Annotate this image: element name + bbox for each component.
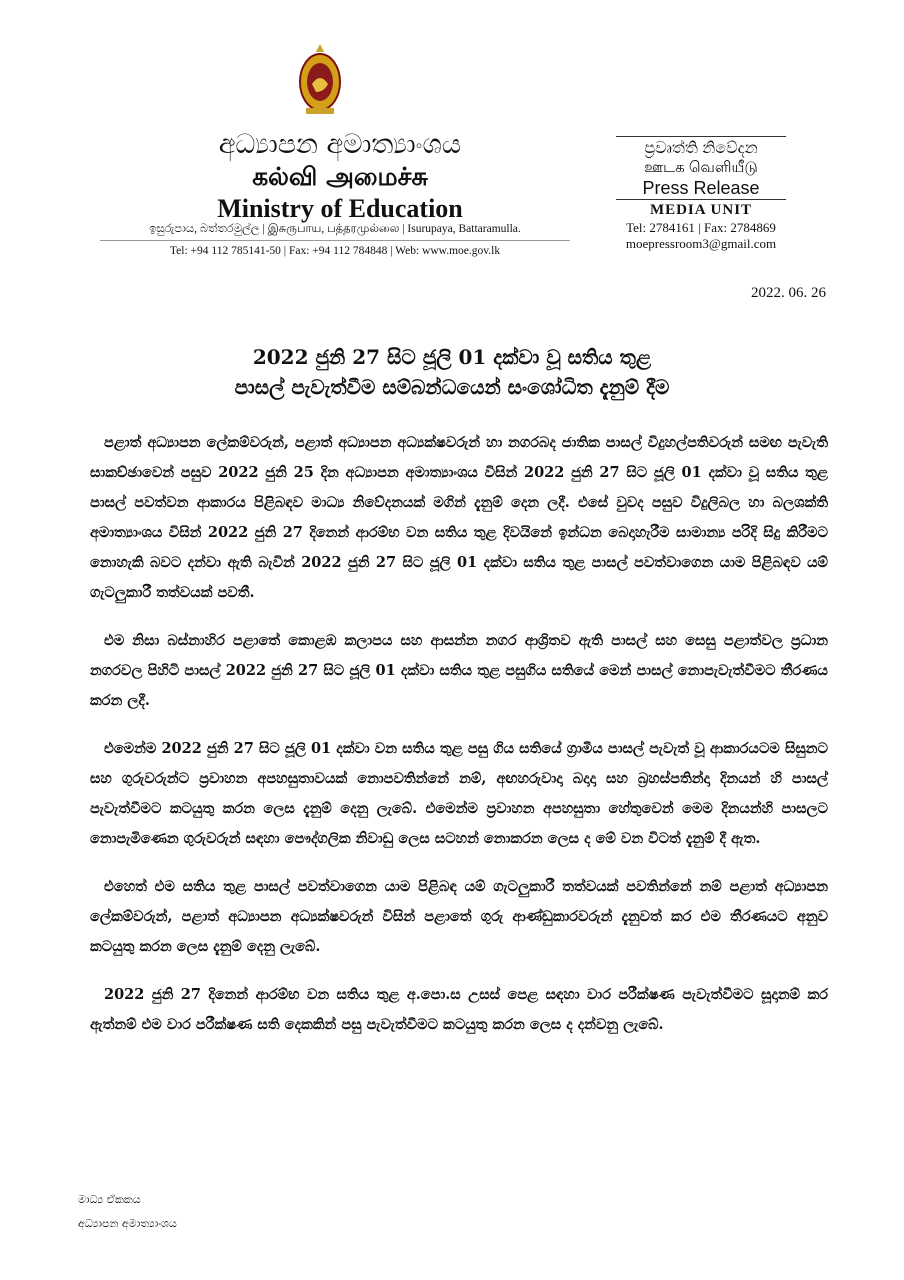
release-date: 2022. 06. 26 <box>751 285 826 301</box>
footer-unit: මාධ්‍ය ඒකකය <box>78 1193 141 1206</box>
media-unit-label: MEDIA UNIT <box>649 202 753 218</box>
title-line-2: පාසල් පැවැත්වීම සම්බන්ධයෙන් සංශෝධිත දැනුම් දීම <box>234 375 670 399</box>
paragraph: එමෙන්ම 2022 ජුනි 27 සිට ජූලි 01 දක්වා වන සතිය තුළ පසු ගිය සතියේ ග්‍රාමීය පාසල් පැවැත් වූ ආකාරයටම සිසුනට සහ ගුරුවරුන්ට ප්‍රවාහන අපහසුතාවයක් නොපවතින්නේ නම්, අඟහරුවාදා බදාදා සහ බ්‍රහස්පතින්දා දිනයන් හි පාසල් පැවැත්වීමට කටයුතු කරන ලෙස දැනුම් දෙනු ලැබේ. එමෙන්ම ප්‍රවාහන අපහසුතා හේතුවෙන් මෙම දිනයන්හි පාසලට නොපැමිණෙන ගුරුවරුන් සඳහා පෞද්ගලික නිවාඩු ලෙස සටහන් නොකරන ලෙස ද මේ වන විටත් දැනුම් දී ඇත. <box>90 740 828 847</box>
media-unit-phone: Tel: 2784161 | Fax: 2784869 <box>626 220 776 235</box>
ministry-name-english: Ministry of Education <box>217 194 463 223</box>
page-title <box>90 342 814 402</box>
press-release-box <box>616 136 786 252</box>
signature-block <box>78 1188 177 1236</box>
paragraph: එහෙත් එම සතිය තුළ පාසල් පවත්වාගෙන යාම පිළිබඳ යම් ගැටලුකාරී තත්වයක් පවතින්නේ නම් පළාත් අධ්‍යාපන ලේකම්වරුන්, පළාත් අධ්‍යාපන අධ්‍යක්ෂවරුන් විසින් පළාතේ ගුරු ආණ්ඩුකාරවරුන් දැනුවත් කර එම තීරණයට අනුව කටයුතු කරන ලෙස දැනුම් දෙනු ලැබේ. <box>90 878 828 955</box>
ministry-name-block <box>110 128 570 226</box>
press-label-english: Press Release <box>616 177 786 200</box>
ministry-address-block <box>100 221 570 260</box>
paragraph: පළාත් අධ්‍යාපන ලේකම්වරුන්, පළාත් අධ්‍යාපන අධ්‍යක්ෂවරුන් හා නගරබද ජාතික පාසල් විදුහල්පතිවරුන් සමඟ පැවැති සාකච්ඡාවෙන් පසුව 2022 ජුනි 25 දින අධ්‍යාපන අමාත්‍යාංශය විසින් 2022 ජුනි 27 සිට ජූලි 01 දක්වා වූ සතිය තුළ පාසල් පවත්වන ආකාරය පිළිබඳව මාධ්‍ය නිවේදනයක් මගින් දැනුම් දෙන ලදී. එසේ වුවද පසුව විදුලිබල හා බලශක්ති අමාත්‍යාංශය විසින් 2022 ජුනි 27 දිනෙන් ආරම්භ වන සතිය තුළ දිවයිනේ ඉන්ධන බෙදාහැරීම සාමාන්‍ය පරිදි සිදු කිරීමට නොහැකි බවට දන්වා ඇති බැවින් 2022 ජුනි 27 සිට ජූලි 01 දක්වා සතිය තුළ පාසල් පවත්වාගෙන යාම පිළිබඳව යම් ගැටලුකාරී තත්වයක් පවතී. <box>90 434 828 601</box>
footer-ministry: අධ්‍යාපන අමාත්‍යාංශය <box>78 1217 177 1230</box>
sri-lanka-emblem-icon <box>296 42 344 118</box>
press-label-sinhala: ප්‍රවෘත්ති නිවේදන <box>616 136 786 159</box>
media-unit-email: moepressroom3@gmail.com <box>625 236 777 251</box>
title-line-1: 2022 ජුනි 27 සිට ජූලි 01 දක්වා වූ සතිය තුළ <box>252 345 652 369</box>
ministry-name-tamil: கல்வி அமைச்சு <box>252 162 428 191</box>
ministry-contacts: Tel: +94 112 785141-50 | Fax: +94 112 784848 | Web: www.moe.gov.lk <box>100 240 570 260</box>
ministry-name-sinhala: අධ්‍යාපන අමාත්‍යාංශය <box>218 129 462 160</box>
paragraph: 2022 ජුනි 27 දිනෙන් ආරම්භ වන සතිය තුළ අ.පො.ස උසස් පෙළ සඳහා වාර පරීක්ෂණ පැවැත්වීමට සූදානම් කර ඇත්නම් එම වාර පරීක්ෂණ සති දෙකකින් පසු පැවැත්වීමට කටයුතු කරන ලෙස ද දන්වනු ලැබේ. <box>90 986 828 1033</box>
release-body <box>90 428 828 1058</box>
paragraph: එම නිසා බස්නාහිර පළාතේ කොළඹ කලාපය සහ ආසන්න නගර ආශ්‍රිතව ඇති පාසල් සහ සෙසු පළාත්වල ප්‍රධාන නගරවල පිහිටි පාසල් 2022 ජුනි 27 සිට ජූලි 01 දක්වා සතිය තුළ පසුගිය සතියේ මෙන් පාසල් නොපැවැත්වීමට තීරණය කරන ලදී. <box>90 632 828 709</box>
press-label-tamil: ஊடக வெளியீடு <box>644 159 758 176</box>
ministry-address: ඉසුරුපාය, බත්තරමුල්ල | இசுருபாய, பத்தரமுல்லை | Isurupaya, Battaramulla. <box>149 223 521 235</box>
